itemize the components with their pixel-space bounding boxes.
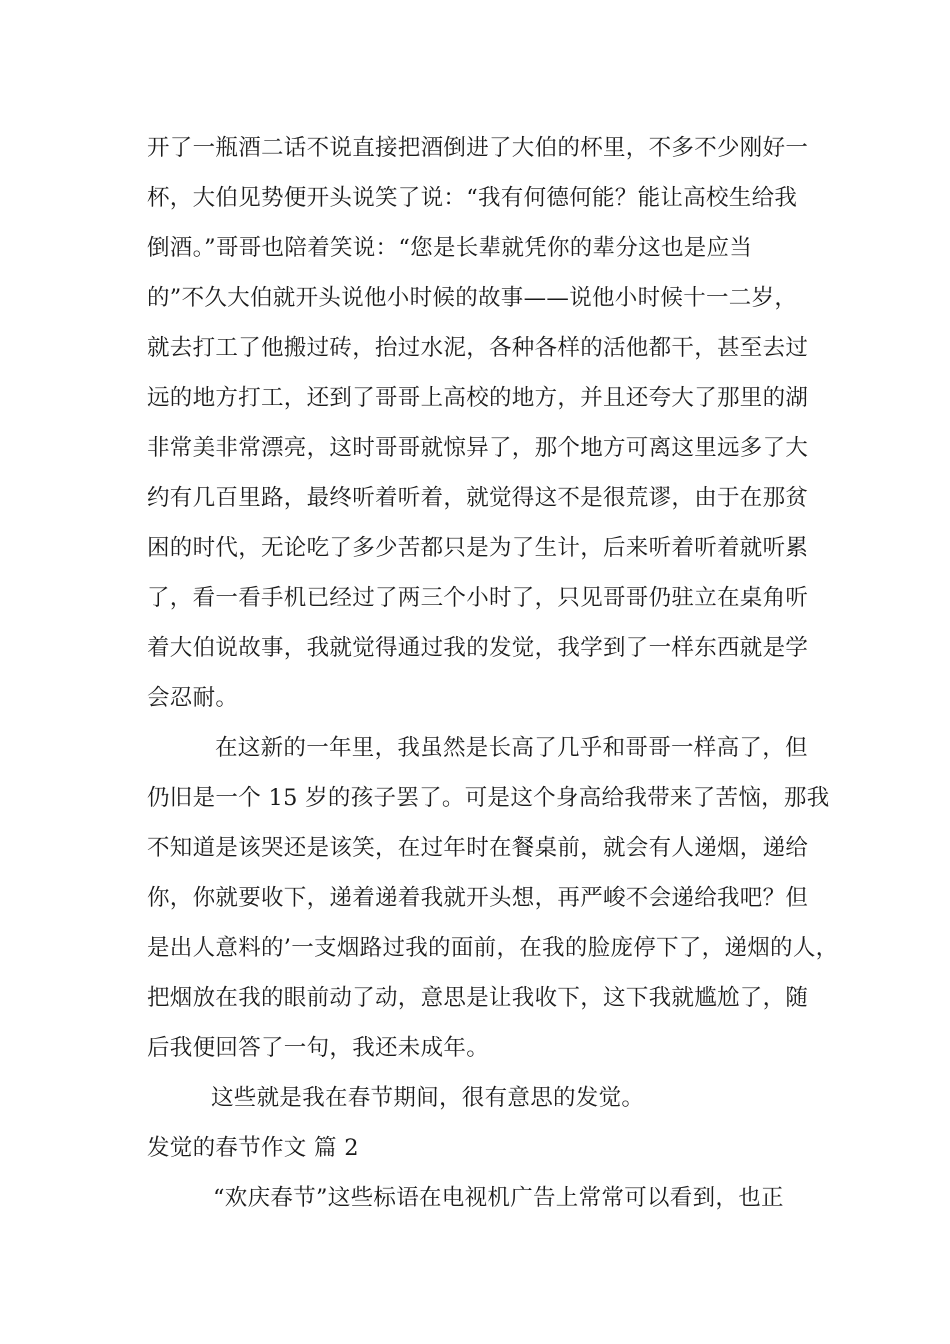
text-line: 的”不久大伯就开头说他小时候的故事——说他小时候十一二岁，: [147, 285, 798, 311]
text-line: 后我便回答了一句，我还未成年。: [147, 1035, 490, 1061]
paragraph-start-line: 在这新的一年里，我虽然是长高了几乎和哥哥一样高了，但: [215, 735, 808, 761]
text-line: 会忍耐。: [147, 685, 239, 711]
text-line: 开了一瓶酒二话不说直接把酒倒进了大伯的杯里，不多不少刚好一: [147, 135, 809, 161]
text-line: 你，你就要收下，递着递着我就开头想，再严峻不会递给我吧？但: [147, 885, 809, 911]
paragraph-start-line: “欢庆春节”这些标语在电视机广告上常常可以看到，也正: [213, 1185, 784, 1211]
text-line: 倒酒。”哥哥也陪着笑说：“您是长辈就凭你的辈分这也是应当: [147, 235, 753, 261]
text-line: 就去打工了他搬过砖，抬过水泥，各种各样的活他都干，甚至去过: [147, 335, 809, 361]
paragraph-start-line: 这些就是我在春节期间，很有意思的发觉。: [211, 1085, 645, 1111]
text-line: 仍旧是一个 15 岁的孩子罢了。可是这个身高给我带来了苦恼，那我: [147, 785, 830, 811]
text-line: 困的时代，无论吃了多少苦都只是为了生计，后来听着听着就听累: [147, 535, 809, 561]
text-line: 非常美非常漂亮，这时哥哥就惊异了，那个地方可离这里远多了大: [147, 435, 809, 461]
text-line: 远的地方打工，还到了哥哥上高校的地方，并且还夸大了那里的湖: [147, 385, 809, 411]
text-line: 是出人意料的’一支烟路过我的面前，在我的脸庞停下了，递烟的人，: [147, 935, 839, 961]
section-heading: 发觉的春节作文 篇 2: [147, 1135, 359, 1161]
text-line: 杯，大伯见势便开头说笑了说：“我有何德何能？能让高校生给我: [147, 185, 798, 211]
text-line: 不知道是该哭还是该笑，在过年时在餐桌前，就会有人递烟，递给: [147, 835, 809, 861]
text-line: 了，看一看手机已经过了两三个小时了，只见哥哥仍驻立在桌角听: [147, 585, 809, 611]
text-line: 把烟放在我的眼前动了动，意思是让我收下，这下我就尴尬了，随: [147, 985, 809, 1011]
text-line: 着大伯说故事，我就觉得通过我的发觉，我学到了一样东西就是学: [147, 635, 809, 661]
text-line: 约有几百里路，最终听着听着，就觉得这不是很荒谬，由于在那贫: [147, 485, 809, 511]
